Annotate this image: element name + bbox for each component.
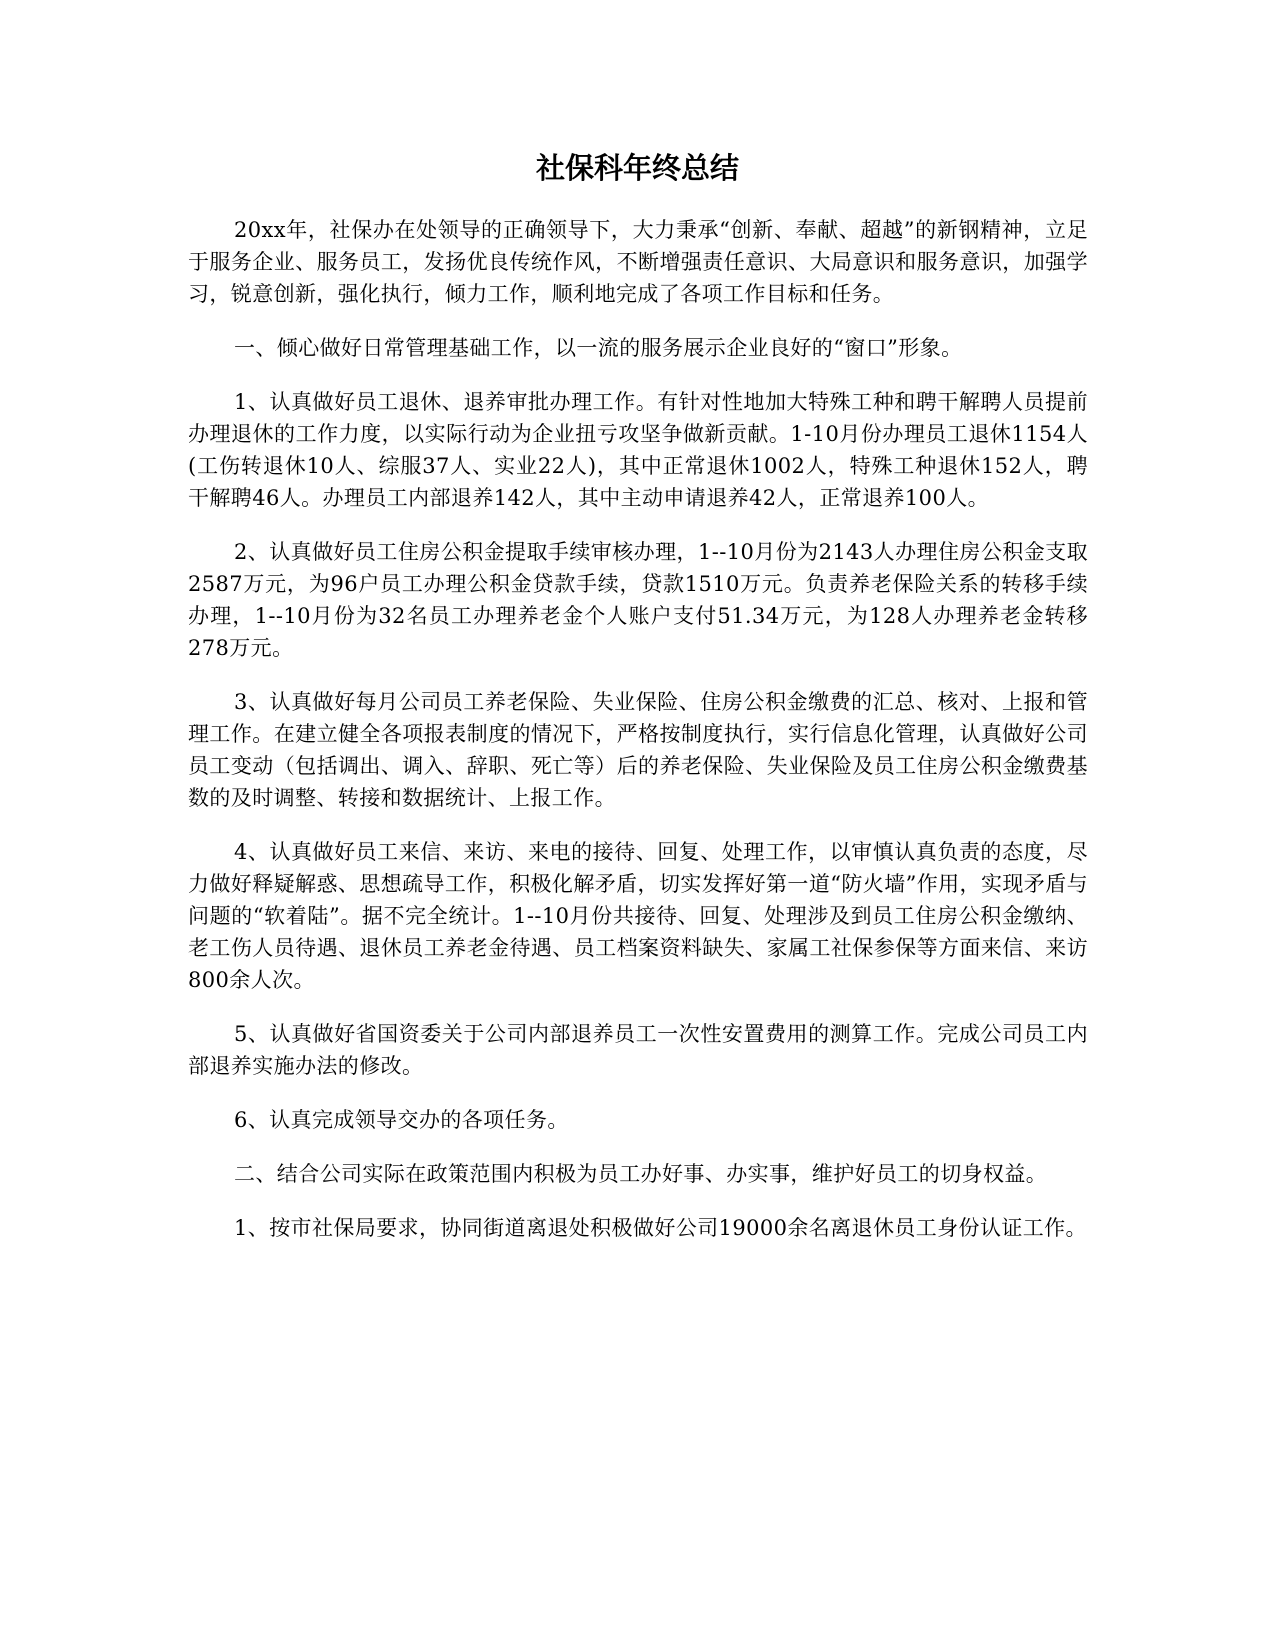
paragraph-item-6: 6、认真完成领导交办的各项任务。 <box>234 1108 569 1132</box>
paragraph-item-2: 2、认真做好员工住房公积金提取手续审核办理，1--10月份为2143人办理住房公积金支取2587万元，为96户员工办理公积金贷款手续，贷款1510万元。负责养老保险关系的转移手续办理，1--10月份为32名员工办理养老金个人账户支付51.34万元，为128人办理养老金转移278万元。 <box>188 540 1088 660</box>
paragraph-item-2-1: 1、按市社保局要求，协同街道离退处积极做好公司19000余名离退休员工身份认证工作。 <box>234 1216 1087 1240</box>
document-body <box>188 214 1088 1266</box>
paragraph-item-1: 1、认真做好员工退休、退养审批办理工作。有针对性地加大特殊工种和聘干解聘人员提前办理退休的工作力度，以实际行动为企业扭亏攻坚争做新贡献。1-10月份办理员工退休1154人(工伤转退休10人、综服37人、实业22人)，其中正常退休1002人，特殊工种退休152人，聘干解聘46人。办理员工内部退养142人，其中主动申请退养42人，正常退养100人。 <box>188 390 1088 510</box>
paragraph-item-5: 5、认真做好省国资委关于公司内部退养员工一次性安置费用的测算工作。完成公司员工内部退养实施办法的修改。 <box>188 1022 1088 1078</box>
paragraph-item-4: 4、认真做好员工来信、来访、来电的接待、回复、处理工作，以审慎认真负责的态度，尽力做好释疑解惑、思想疏导工作，积极化解矛盾，切实发挥好第一道“防火墙”作用，实现矛盾与问题的“软着陆”。据不完全统计。1--10月份共接待、回复、处理涉及到员工住房公积金缴纳、老工伤人员待遇、退休员工养老金待遇、员工档案资料缺失、家属工社保参保等方面来信、来访800余人次。 <box>188 840 1088 992</box>
paragraph-intro: 20xx年，社保办在处领导的正确领导下，大力秉承“创新、奉献、超越”的新钢精神，立足于服务企业、服务员工，发扬优良传统作风，不断增强责任意识、大局意识和服务意识，加强学习，锐意创新，强化执行，倾力工作，顺利地完成了各项工作目标和任务。 <box>188 218 1088 306</box>
paragraph-item-3: 3、认真做好每月公司员工养老保险、失业保险、住房公积金缴费的汇总、核对、上报和管理工作。在建立健全各项报表制度的情况下，严格按制度执行，实行信息化管理，认真做好公司员工变动（包括调出、调入、辞职、死亡等）后的养老保险、失业保险及员工住房公积金缴费基数的及时调整、转接和数据统计、上报工作。 <box>188 690 1088 810</box>
document-title: 社保科年终总结 <box>535 151 739 185</box>
section-heading-2: 二、结合公司实际在政策范围内积极为员工办好事、办实事，维护好员工的切身权益。 <box>234 1162 1048 1186</box>
section-heading-1: 一、倾心做好日常管理基础工作，以一流的服务展示企业良好的“窗口”形象。 <box>234 336 963 360</box>
